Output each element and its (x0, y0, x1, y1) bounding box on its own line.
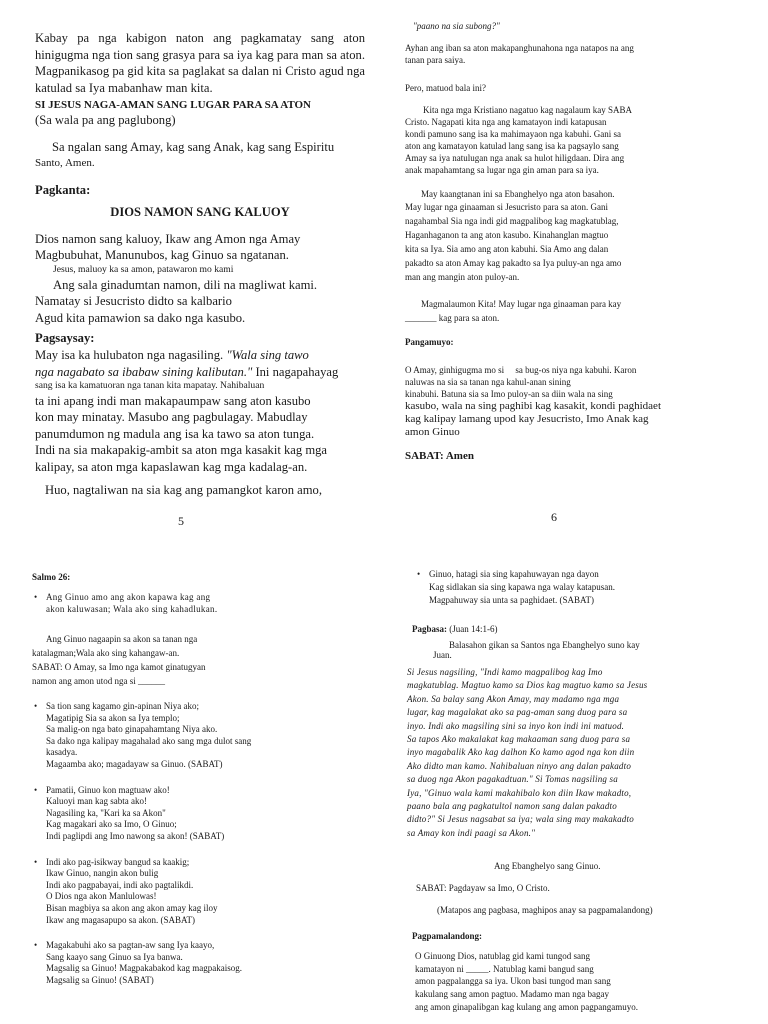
text-line: nagahambal Sia nga indi gid magpalibog kag magkatublag, (405, 216, 619, 226)
text-line: man ang mangin aton puloy-an. (405, 272, 520, 282)
meditation-line: ang amon ginapalibgan kag kulang ang amon pagpangamuyo. (415, 1001, 638, 1012)
song-line: Ang sala ginadumtan namon, dili na magliwat kami. (53, 277, 318, 292)
text-line: kita sa Iya. Sia amo ang aton kabuhi. Sia Amo ang dalan (405, 244, 609, 254)
psalm-line: Sang kaayo sang Ginuo sa Iya banwa. (46, 951, 183, 962)
psalm-line: O Dios nga akon Manlulowas! (46, 891, 157, 902)
gospel-line: sa Amay kon indi paagi sa Akon." (407, 827, 536, 838)
psalm-bullet (32, 940, 362, 986)
song-line: Jesus, maluoy ka sa amon, patawaron mo kami (53, 263, 234, 275)
song-line: Namatay si Jesucristo didto sa kalbario (35, 294, 232, 309)
psalm-line: Ikaw ang magasapupo sa akon. (SABAT) (46, 914, 195, 925)
gospel-text (407, 666, 747, 840)
prayer-line: kasubo, wala na sing paghibi kag kasakit, kondi paghidaet (405, 400, 661, 412)
reflection-line (35, 347, 365, 364)
psalm-bullet (32, 857, 362, 927)
page-7 (0, 540, 384, 1024)
gospel-line: didto?" Si Jesus nagsabat sa iya; wala sing may makakadto (407, 814, 634, 825)
pagbasa-label: Pagbasa: (412, 624, 448, 634)
psalm-bullet (32, 701, 362, 771)
page-6 (384, 0, 768, 540)
page-7-body (32, 571, 362, 986)
page-5-body (35, 30, 365, 498)
psalm-line: Bisan magbiya sa akon ang akon amay kag iloy (46, 902, 218, 913)
psalm-line: akon kaluwasan; Wala ako sing kahadlukan. (46, 604, 218, 614)
psalm-line: Magsalig sa Ginuo! Magpakabakod kag magpakaisog. (46, 963, 242, 974)
prayer-line: kinabuhi. Batuna sia sa Imo puloy-an sa diin wala na sing (405, 389, 613, 399)
psalm-line: Kaluoyi man kag sabta ako! (46, 796, 147, 807)
petition-line: Kag sidlakan sia sing kapawa nga walay katapusan. (429, 582, 615, 592)
psalm-text-line: Ang Ginuo nagaapin sa akon sa tanan nga (46, 634, 198, 644)
reflection-line: Indi na sia makapakig-ambit sa aton mga kasakit kag mga (35, 443, 328, 458)
reflection-line: kon may minatay. Masubo ang pagbulagay. Mabudlay (35, 410, 308, 425)
petition-bullet-list (407, 568, 747, 607)
text-line: kondi pamuno sang isa ka mahimayaon nga kabuhi. Gani sa (405, 129, 621, 139)
text-line: tanan para saiya. (405, 55, 466, 65)
reflection-line: sang isa ka kamatuoran nga tanan kita mapatay. Nahibaluan (35, 380, 265, 392)
page-8-body (407, 568, 747, 1013)
psalm-line: Indi paglipdi ang Imo nawong sa akon! (SABAT) (46, 830, 225, 841)
gospel-response: SABAT: Pagdayaw sa Imo, O Cristo. (416, 883, 550, 894)
song-line: Dios namon sang kaluoy, Ikaw ang Amon nga Amay (35, 231, 301, 246)
section-heading: SI JESUS NAGA-AMAN SANG LUGAR PARA SA ATON (35, 99, 311, 112)
gospel-line: Sa tapos Ako makalakat kag makaaman sang duog para sa (407, 734, 631, 745)
petition-line: Magpahuway sia unta sa paghidaet. (SABAT) (429, 595, 594, 605)
reflection-line: ta ini apang indi man makapaumpaw sang aton kasubo (35, 393, 311, 408)
psalm-line: • Magakabuhi ako sa pagtan-aw sang Iya kaayo, (46, 940, 215, 951)
reflection-line: kalipay, sa aton mga kapaslawan kag mga kadalag-an. (35, 460, 308, 475)
psalm-response-line: SABAT: O Amay, sa Imo nga kamot ginatugyan (32, 662, 206, 672)
text-line: Haganhaganon ta ang aton kasubo. Kinahanglan magtuo (405, 230, 609, 240)
psalm-line: Ikaw Ginuo, nangin akon bulig (46, 868, 159, 879)
psalm-line: Magsalig sa Ginuo! (SABAT) (46, 974, 154, 985)
text-line: Pero, matuod bala ini? (405, 83, 486, 93)
gospel-line: Si Jesus nagsiling, "Indi kamo magpalibog kag Imo (407, 667, 603, 677)
section-subheading: (Sa wala pa ang paglubong) (35, 113, 176, 128)
pagpamalandong-label: Pagpamalandong: (412, 931, 483, 942)
text-line: Kita nga mga Kristiano nagatuo kag nagalaum kay SABA (423, 105, 632, 115)
reflection-text: Ini nagapahayag (252, 364, 339, 379)
psalm-line: Indi ako pagpabayai, indi ako pagtalikdi. (46, 879, 194, 890)
psalm-line: • Indi ako pag-isikway bangud sa kaakig; (46, 856, 190, 867)
page-6-body (405, 20, 745, 463)
psalm-line: • Pamatii, Ginuo kon magtuaw ako! (46, 784, 170, 795)
reading-intro-line: Balasahon gikan sa Santos nga Ebanghelyo suno kay (449, 640, 640, 650)
intro-paragraph: Kabay pa nga kabigon naton ang pagkamatay sang aton hinigugma nga tion sang grasya para sa iya kag para man sa aton. Magpanikasog pa gid kita sa paglakat sa dalan ni Cristo agud nga katulad sa Iya mabanhaw man kita. (35, 31, 365, 95)
meditation-line: O Ginuong Dios, natublag gid kami tungod sang (415, 951, 590, 962)
reflection-line: panumdumon ng madula ang isa ka tawo sa aton tunga. (35, 426, 315, 441)
gospel-line: Akon. Sa balay sang Akon Amay, may madamo nga mga (407, 693, 620, 704)
pagkanta-label: Pagkanta: (35, 182, 91, 197)
quote-line: "paano na sia subong?" (413, 21, 500, 31)
text-line: Amay sa iya natulugan nga anak sa hulot hiligdaan. Dira ang (405, 153, 625, 163)
page-number: 6 (551, 510, 557, 524)
song-line: Magbubuhat, Manunubos, kag Ginuo sa ngatanan. (35, 248, 289, 263)
meditation-line: amon pagpalangga sa iya. Ukon basi tungod man sang (415, 976, 611, 987)
psalm-line: Sa malig-on nga bato ginapahamtang Niya ako. (46, 724, 218, 735)
psalm-bullet-list (32, 701, 362, 986)
page-number: 5 (178, 514, 184, 528)
meditation-line: kakulang sang amon pagtuo. Madamo man nga bagay (415, 989, 609, 1000)
reflection-text: May isa ka hulubaton nga nagasiling. (35, 347, 227, 362)
text-line: _______ kag para sa aton. (405, 313, 500, 323)
psalm-line: Kag magakari ako sa Imo, O Ginuo; (46, 819, 177, 830)
pangamuyo-label: Pangamuyo: (405, 337, 454, 347)
psalm-text-line: katalagman;Wala ako sing kahangaw-an. (32, 648, 180, 658)
reflection-line: Huo, nagtaliwan na sia kag ang pamangkot karon amo, (45, 482, 322, 497)
text-line: anak mapahamtang sa lugar nga gin aman para sa iya. (405, 165, 599, 175)
text-line: pakadto sa aton Amay kag pakadto sa Iya puluy-an nga amo (405, 258, 622, 268)
gospel-line: inyo. Indi ako magsiling sini sa inyo kon indi ini matuod. (407, 720, 625, 731)
song-line: Agud kita pamawion sa dako nga kasubo. (35, 310, 246, 325)
gospel-line: Iya, "Ginuo wala kami makahibalo kon diin Ikaw makadto, (407, 787, 632, 798)
page-5 (0, 0, 384, 540)
proverb-text: "Wala sing tawo (226, 347, 309, 362)
psalm-line: Ang Ginuo amo ang akon kapawa kag ang (46, 592, 211, 602)
pagsaysay-label: Pagsaysay: (35, 331, 95, 346)
gospel-line: paano bala ang pagkatultol namon sang dalan pakadto (407, 801, 617, 812)
reading-reference: (Juan 14:1-6) (447, 624, 498, 634)
text-line: May kaangtanan ini sa Ebanghelyo nga aton basahon. (421, 189, 615, 199)
silence-instruction: (Matapos ang pagbasa, maghipos anay sa pagpamalandong) (437, 905, 653, 916)
gospel-line: inyo magabalik Ako kag dalhon Ko kamo agod nga kon diin (407, 747, 635, 758)
prayer-line: amon Ginuo (405, 426, 460, 438)
psalm-line: kasadya. (46, 747, 78, 758)
prayer-line: O Amay, ginhigugma mo si sa bug-os niya nga kabuhi. Karon (405, 365, 637, 375)
psalm-bullet (32, 591, 362, 615)
gospel-line: magkatublag. Magtuo kamo sa Dios kag magtuo kamo sa Jesus (407, 680, 648, 691)
prayer-line: naluwas na sia sa tanan nga kahul-anan sining (405, 377, 571, 387)
petition-bullet (415, 568, 747, 607)
gospel-acclamation: Ang Ebanghelyo sang Ginuo. (494, 861, 601, 872)
psalm-line: Magaamba ako; magadayaw sa Ginuo. (SABAT) (46, 758, 223, 769)
meditation-line: kamatayon ni _____. Natublag kami bangud sang (415, 963, 594, 974)
text-line: May lugar nga ginaaman si Jesucristo para sa aton. Gani (405, 202, 608, 212)
text-line: Cristo. Nagapati kita nga ang kamatayon indi katapusan (405, 117, 607, 127)
gospel-line: sa duog nga Akon pagakadtuan." Si Tomas nagsiling sa (407, 774, 618, 785)
psalm-line: • Sa tion sang kagamo gin-apinan Niya ako; (46, 701, 199, 711)
sign-of-cross-line-1: Sa ngalan sang Amay, kag sang Anak, kag sang Espiritu (52, 139, 335, 154)
response-amen: SABAT: Amen (405, 450, 474, 462)
petition-line: • Ginuo, hatagi sia sing kapahuwayan nga dayon (429, 569, 599, 579)
psalm-bullet-list (32, 591, 362, 615)
gospel-line: Ako didto man kamo. Nahibaluan ninyo ang dalan pakadto (407, 760, 632, 771)
text-line: Magmalaumon Kita! May lugar nga ginaaman para kay (421, 299, 622, 309)
reflection-line (35, 364, 365, 381)
psalm-line: Sa dako nga kalipay magahalad ako sang mga dulot sang (46, 735, 252, 746)
proverb-text: nga nagabato sa ibabaw sining kalibutan." (35, 364, 253, 379)
psalm-line: Nagasiling ka, "Kari ka sa Akon" (46, 807, 166, 818)
song-title: DIOS NAMON SANG KALUOY (110, 205, 290, 220)
psalm-line: Magatipig Sia sa akon sa Iya templo; (46, 712, 180, 723)
reading-heading (407, 623, 747, 635)
text-line: Ayhan ang iban sa aton makapanghunahona nga natapos na ang (405, 43, 634, 53)
page-8 (384, 540, 768, 1024)
sign-of-cross-line-2: Santo, Amen. (35, 156, 95, 169)
psalm-response-line: namon ang amon utod nga si ______ (32, 676, 165, 686)
text-line: aton ang kamatayon katulad lang sang isa ka pagsaylo sang (405, 141, 619, 151)
psalm-bullet (32, 785, 362, 843)
reading-intro-line: Juan. (433, 650, 452, 660)
salmo-label: Salmo 26: (32, 572, 71, 582)
prayer-line: kag kalipay lamang upod kay Jesucristo, Imo Anak kag (405, 413, 649, 425)
gospel-line: lugar, kag magalakat ako sa pag-aman sang duog para sa (407, 707, 628, 718)
